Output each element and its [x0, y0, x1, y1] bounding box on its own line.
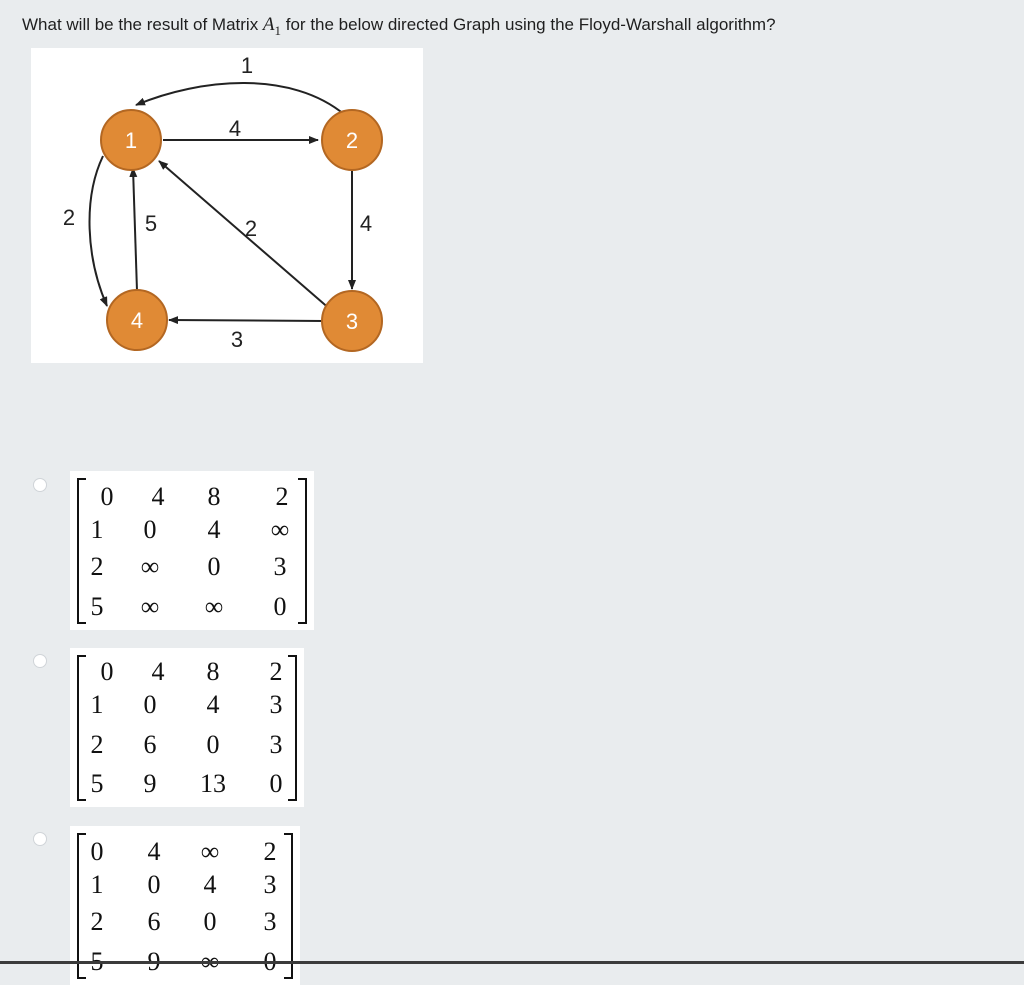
cell: 3 [263, 870, 277, 899]
graph-figure [31, 48, 423, 363]
cell: 0 [207, 552, 221, 581]
edge-1-4-weight: 2 [62, 205, 76, 230]
graph-node-4 [107, 290, 167, 350]
edge-3-4 [169, 320, 324, 321]
cell: 3 [263, 907, 277, 936]
matrix-symbol: $A_1$ [262, 14, 282, 38]
edge-4-1 [133, 168, 137, 291]
edge-2-1-weight: 1 [240, 53, 254, 78]
edge-2-1 [136, 83, 345, 115]
edge-3-4-weight: 3 [230, 327, 244, 352]
option-1-matrix[interactable] [70, 471, 314, 630]
cell: 3 [273, 552, 287, 581]
matrix-svg [70, 471, 314, 630]
cell: 8 [206, 657, 220, 686]
cell: 2 [90, 552, 104, 581]
cell: 1 [90, 515, 104, 544]
option-3-radio[interactable] [33, 832, 47, 846]
cell: 0 [206, 730, 220, 759]
cell: 2 [275, 482, 289, 511]
matrix-svg [70, 648, 304, 807]
cell: 4 [151, 657, 165, 686]
cell: 0 [143, 690, 157, 719]
cell: 4 [203, 870, 217, 899]
window-bottom-edge [0, 961, 1024, 964]
cell: 4 [206, 690, 220, 719]
question-text [22, 14, 776, 39]
question-suffix: for the below directed Graph using the Floyd-Warshall algorithm? [281, 15, 776, 34]
cell: 2 [269, 657, 283, 686]
cell: 0 [100, 657, 114, 686]
cell: ∞ [140, 552, 160, 581]
cell: 4 [147, 837, 161, 866]
cell: 1 [90, 690, 104, 719]
edge-1-2-weight: 4 [228, 116, 242, 141]
edge-2-3-weight: 4 [359, 211, 373, 236]
graph-node-2 [322, 110, 382, 170]
svg-text:2: 2 [345, 128, 359, 153]
cell: 0 [147, 870, 161, 899]
cell: 5 [90, 769, 104, 798]
edge-1-4 [90, 156, 107, 306]
graph-node-1 [101, 110, 161, 170]
cell: 6 [147, 907, 161, 936]
cell: ∞ [200, 837, 220, 866]
cell: 8 [207, 482, 221, 511]
cell: 2 [263, 837, 277, 866]
svg-text:1: 1 [124, 128, 138, 153]
cell: 0 [90, 837, 104, 866]
svg-text:4: 4 [130, 308, 144, 333]
cell: ∞ [140, 592, 160, 621]
cell: 1 [90, 870, 104, 899]
cell: 2 [90, 730, 104, 759]
cell: 5 [90, 592, 104, 621]
cell: 0 [273, 592, 287, 621]
edge-3-1-weight: 2 [244, 216, 258, 241]
edge-4-1-weight: 5 [144, 211, 158, 236]
cell: 4 [151, 482, 165, 511]
cell: 3 [269, 690, 283, 719]
cell: ∞ [270, 515, 290, 544]
cell: 3 [269, 730, 283, 759]
cell: 4 [207, 515, 221, 544]
option-2-radio[interactable] [33, 654, 47, 668]
cell: 6 [143, 730, 157, 759]
cell: 13 [200, 769, 226, 798]
cell: 2 [90, 907, 104, 936]
cell: ∞ [204, 592, 224, 621]
question-prefix: What will be the result of Matrix [22, 15, 263, 34]
cell: 0 [143, 515, 157, 544]
cell: 0 [203, 907, 217, 936]
cell: 9 [143, 769, 157, 798]
directed-graph [31, 48, 423, 363]
option-2-matrix[interactable] [70, 648, 304, 807]
svg-text:3: 3 [345, 309, 359, 334]
cell: 0 [100, 482, 114, 511]
graph-node-3 [322, 291, 382, 351]
cell: 0 [269, 769, 283, 798]
option-1-radio[interactable] [33, 478, 47, 492]
